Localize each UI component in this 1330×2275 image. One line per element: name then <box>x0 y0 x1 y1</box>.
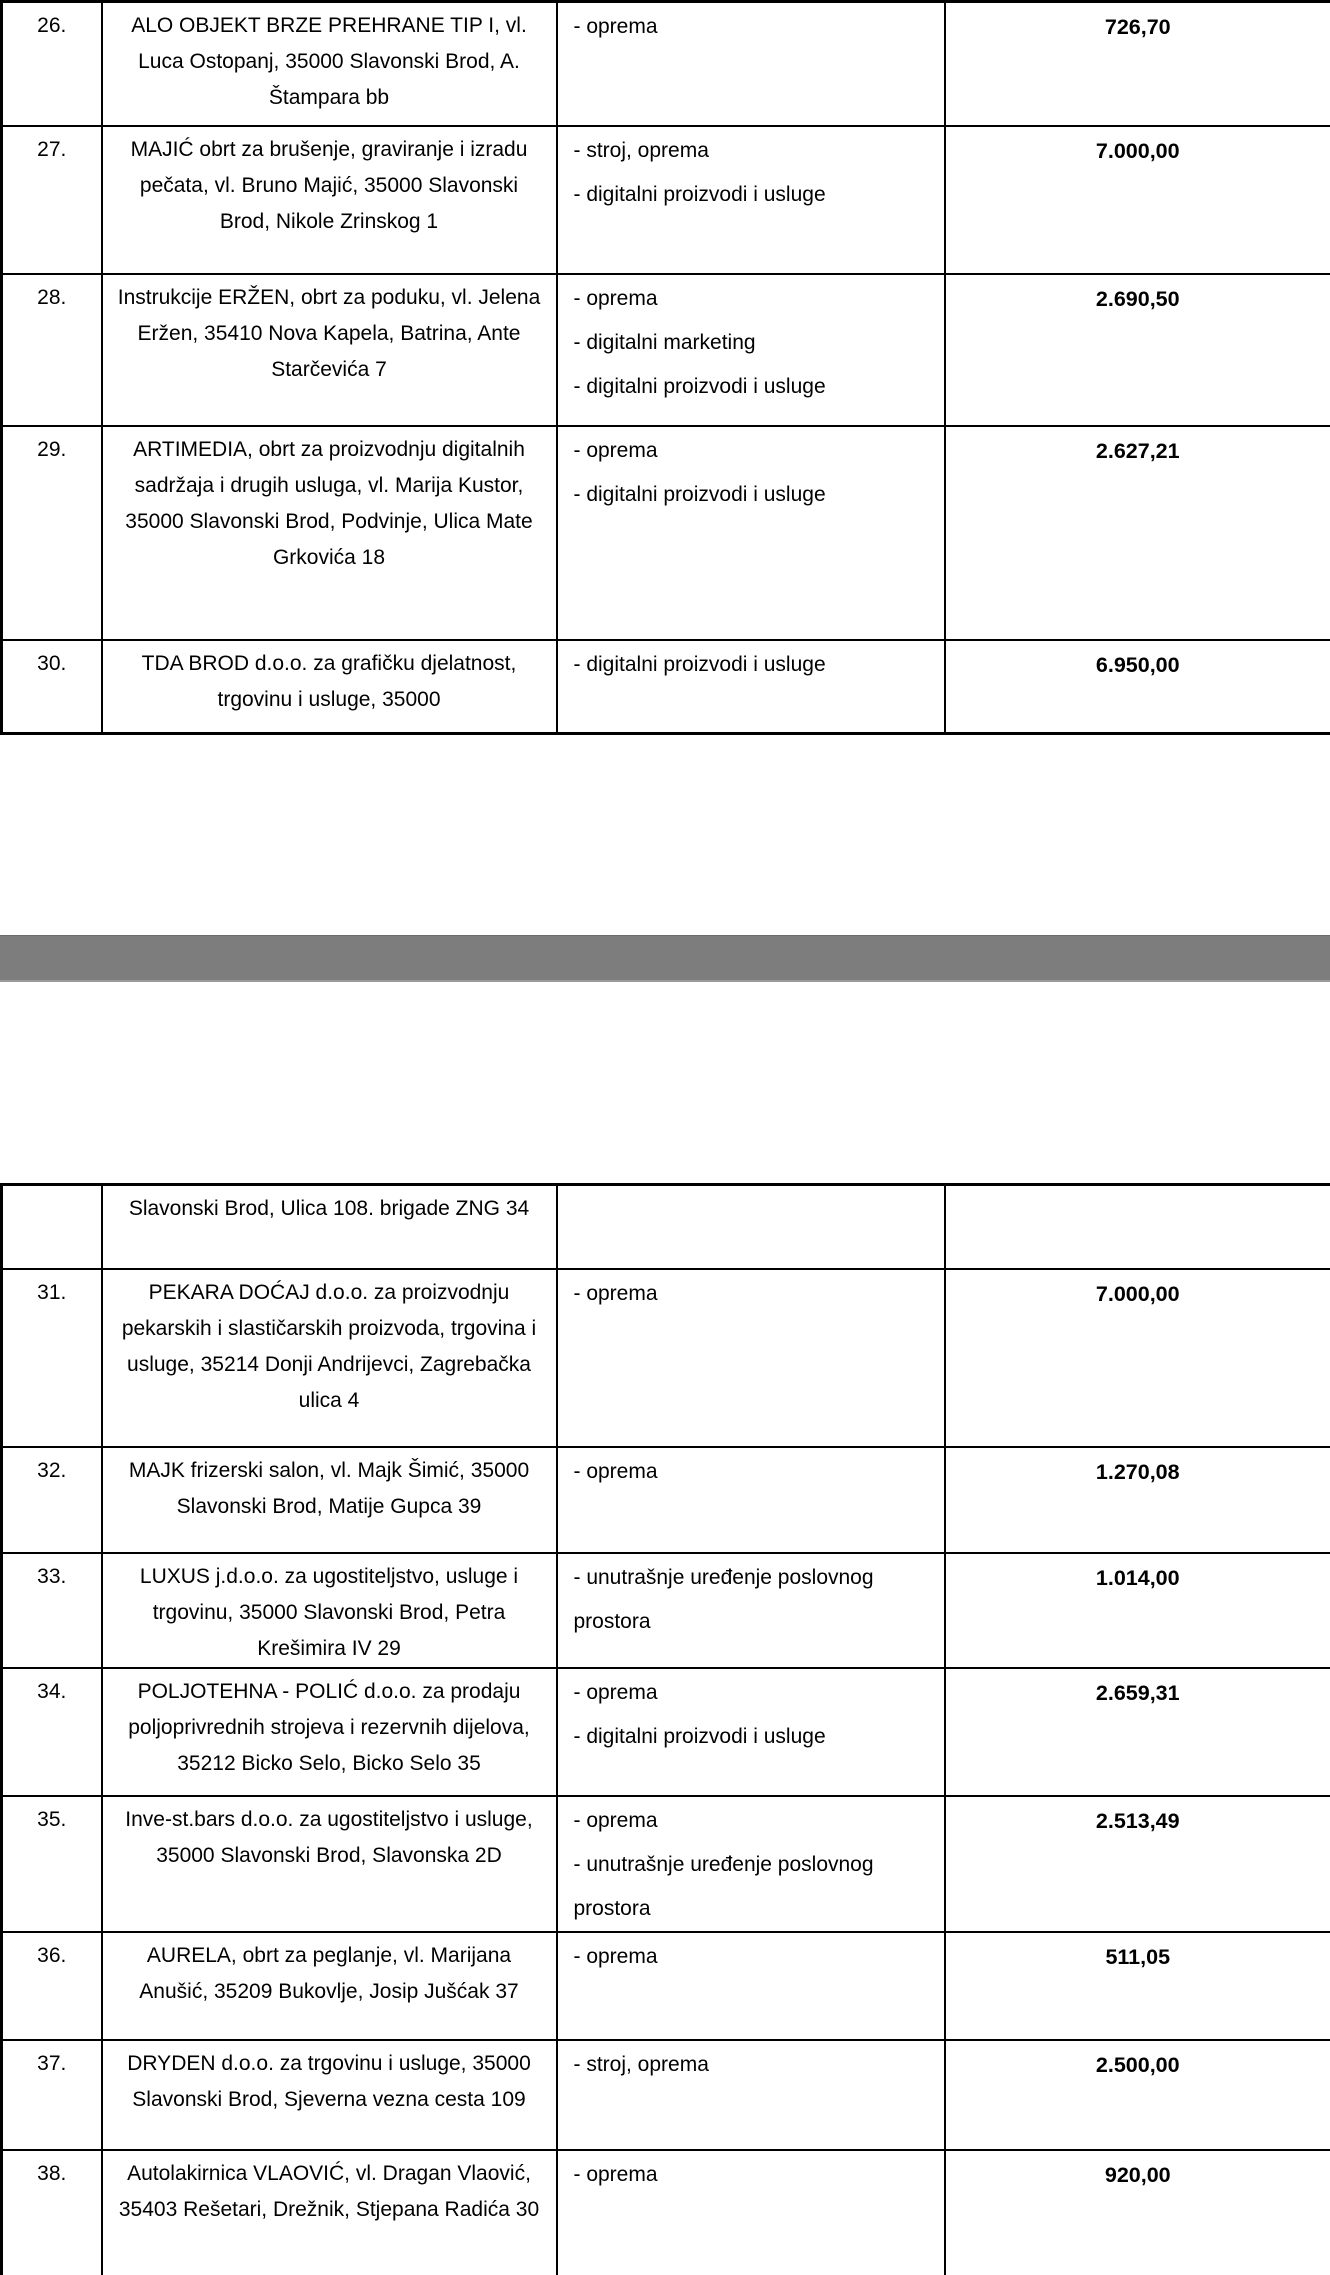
row-number: 27. <box>2 126 102 274</box>
table-row-27 <box>2 126 1330 274</box>
support-type-item: - unutrašnje uređenje poslovnog prostora <box>573 1852 874 1920</box>
beneficiary-description: MAJK frizerski salon, vl. Majk Šimić, 35000 Slavonski Brod, Matije Gupca 39 <box>102 1447 557 1553</box>
table-row-30 <box>2 640 1330 734</box>
table-row-34 <box>2 1668 1330 1796</box>
grants-table-bottom <box>0 1183 1330 2275</box>
support-type-item: - oprema <box>573 15 658 38</box>
page-break-divider <box>0 935 1330 982</box>
support-type-item: - unutrašnje uređenje poslovnog prostora <box>573 1565 874 1633</box>
table-row-26 <box>2 2 1330 126</box>
support-types <box>557 2150 945 2275</box>
row-number: 31. <box>2 1269 102 1447</box>
beneficiary-description: ALO OBJEKT BRZE PREHRANE TIP I, vl. Luca Ostopanj, 35000 Slavonski Brod, A. Štampara bb <box>102 2 557 126</box>
grants-table-top <box>0 0 1330 735</box>
beneficiary-description: DRYDEN d.o.o. za trgovinu i usluge, 35000 Slavonski Brod, Sjeverna vezna cesta 109 <box>102 2040 557 2150</box>
table-row-38 <box>2 2150 1330 2275</box>
support-types <box>557 1553 945 1668</box>
support-types <box>557 1668 945 1796</box>
beneficiary-description: ARTIMEDIA, obrt za proizvodnju digitalnih sadržaja i drugih usluga, vl. Marija Kustor, 35000 Slavonski Brod, Podvinje, Ulica Mate Grkovića 18 <box>102 426 557 640</box>
table-row-30-continued <box>2 1185 1330 1269</box>
amount-value: 726,70 <box>945 2 1330 126</box>
row-number: 34. <box>2 1668 102 1796</box>
table-row-31 <box>2 1269 1330 1447</box>
amount-value: 920,00 <box>945 2150 1330 2275</box>
support-type-item: - oprema <box>573 1459 658 1483</box>
support-type-item: - oprema <box>573 438 658 462</box>
row-number: 28. <box>2 274 102 426</box>
table-row-37 <box>2 2040 1330 2150</box>
support-type-item: - digitalni marketing <box>573 330 756 354</box>
support-types <box>557 1796 945 1932</box>
amount-value: 6.950,00 <box>945 640 1330 734</box>
amount-value: 2.659,31 <box>945 1668 1330 1796</box>
support-type-item: - oprema <box>573 1944 658 1968</box>
support-type-item: - digitalni proizvodi i usluge <box>573 182 826 206</box>
support-type-item: - oprema <box>573 1808 658 1832</box>
row-number: 35. <box>2 1796 102 1932</box>
row-number: 36. <box>2 1932 102 2040</box>
row-number: 33. <box>2 1553 102 1668</box>
support-type-item: - oprema <box>573 286 658 310</box>
support-types <box>557 426 945 640</box>
support-type-item: - oprema <box>573 1680 658 1704</box>
amount-value: 2.500,00 <box>945 2040 1330 2150</box>
beneficiary-description: PEKARA DOĆAJ d.o.o. za proizvodnju pekarskih i slastičarskih proizvoda, trgovina i usluge, 35214 Donji Andrijevci, Zagrebačka ulica 4 <box>102 1269 557 1447</box>
support-type-item: - stroj, oprema <box>573 2052 709 2076</box>
amount-value: 2.690,50 <box>945 274 1330 426</box>
beneficiary-description: Inve-st.bars d.o.o. za ugostiteljstvo i usluge, 35000 Slavonski Brod, Slavonska 2D <box>102 1796 557 1932</box>
beneficiary-description: MAJIĆ obrt za brušenje, graviranje i izradu pečata, vl. Bruno Majić, 35000 Slavonski Brod, Nikole Zrinskog 1 <box>102 126 557 274</box>
beneficiary-description: Autolakirnica VLAOVIĆ, vl. Dragan Vlaović, 35403 Rešetari, Drežnik, Stjepana Radića 30 <box>102 2150 557 2275</box>
support-types <box>557 2 945 126</box>
support-types <box>557 274 945 426</box>
beneficiary-description: LUXUS j.d.o.o. za ugostiteljstvo, usluge i trgovinu, 35000 Slavonski Brod, Petra Krešimira IV 29 <box>102 1553 557 1668</box>
support-type-item: - digitalni proizvodi i usluge <box>573 374 826 398</box>
support-type-item: - oprema <box>573 1281 658 1305</box>
amount-value: 511,05 <box>945 1932 1330 2040</box>
amount-value: 2.627,21 <box>945 426 1330 640</box>
row-number: 38. <box>2 2150 102 2275</box>
support-types <box>557 1185 945 1269</box>
beneficiary-description: Instrukcije ERŽEN, obrt za poduku, vl. Jelena Eržen, 35410 Nova Kapela, Batrina, Ante Starčevića 7 <box>102 274 557 426</box>
row-number: 26. <box>2 2 102 126</box>
support-type-item: - stroj, oprema <box>573 138 709 162</box>
support-types <box>557 1447 945 1553</box>
amount-value: 1.014,00 <box>945 1553 1330 1668</box>
support-type-item: - digitalni proizvodi i usluge <box>573 652 826 676</box>
amount-value: 7.000,00 <box>945 126 1330 274</box>
table-row-29 <box>2 426 1330 640</box>
row-number: 37. <box>2 2040 102 2150</box>
beneficiary-description: POLJOTEHNA - POLIĆ d.o.o. za prodaju poljoprivrednih strojeva i rezervnih dijelova, 35212 Bicko Selo, Bicko Selo 35 <box>102 1668 557 1796</box>
beneficiary-description: TDA BROD d.o.o. za grafičku djelatnost, trgovinu i usluge, 35000 <box>102 640 557 734</box>
support-types <box>557 1269 945 1447</box>
amount-value: 2.513,49 <box>945 1796 1330 1932</box>
row-number: 30. <box>2 640 102 734</box>
beneficiary-description: AURELA, obrt za peglanje, vl. Marijana Anušić, 35209 Bukovlje, Josip Jušćak 37 <box>102 1932 557 2040</box>
amount-value: 7.000,00 <box>945 1269 1330 1447</box>
support-types <box>557 1932 945 2040</box>
row-number <box>2 1185 102 1269</box>
table-row-32 <box>2 1447 1330 1553</box>
beneficiary-description: Slavonski Brod, Ulica 108. brigade ZNG 34 <box>102 1185 557 1269</box>
support-types <box>557 126 945 274</box>
table-row-35 <box>2 1796 1330 1932</box>
support-type-item: - digitalni proizvodi i usluge <box>573 1724 826 1748</box>
table-row-28 <box>2 274 1330 426</box>
support-type-item: - oprema <box>573 2162 658 2186</box>
support-type-item: - digitalni proizvodi i usluge <box>573 482 826 506</box>
amount-value <box>945 1185 1330 1269</box>
support-types <box>557 2040 945 2150</box>
table-row-33 <box>2 1553 1330 1668</box>
row-number: 29. <box>2 426 102 640</box>
row-number: 32. <box>2 1447 102 1553</box>
amount-value: 1.270,08 <box>945 1447 1330 1553</box>
table-row-36 <box>2 1932 1330 2040</box>
support-types <box>557 640 945 734</box>
